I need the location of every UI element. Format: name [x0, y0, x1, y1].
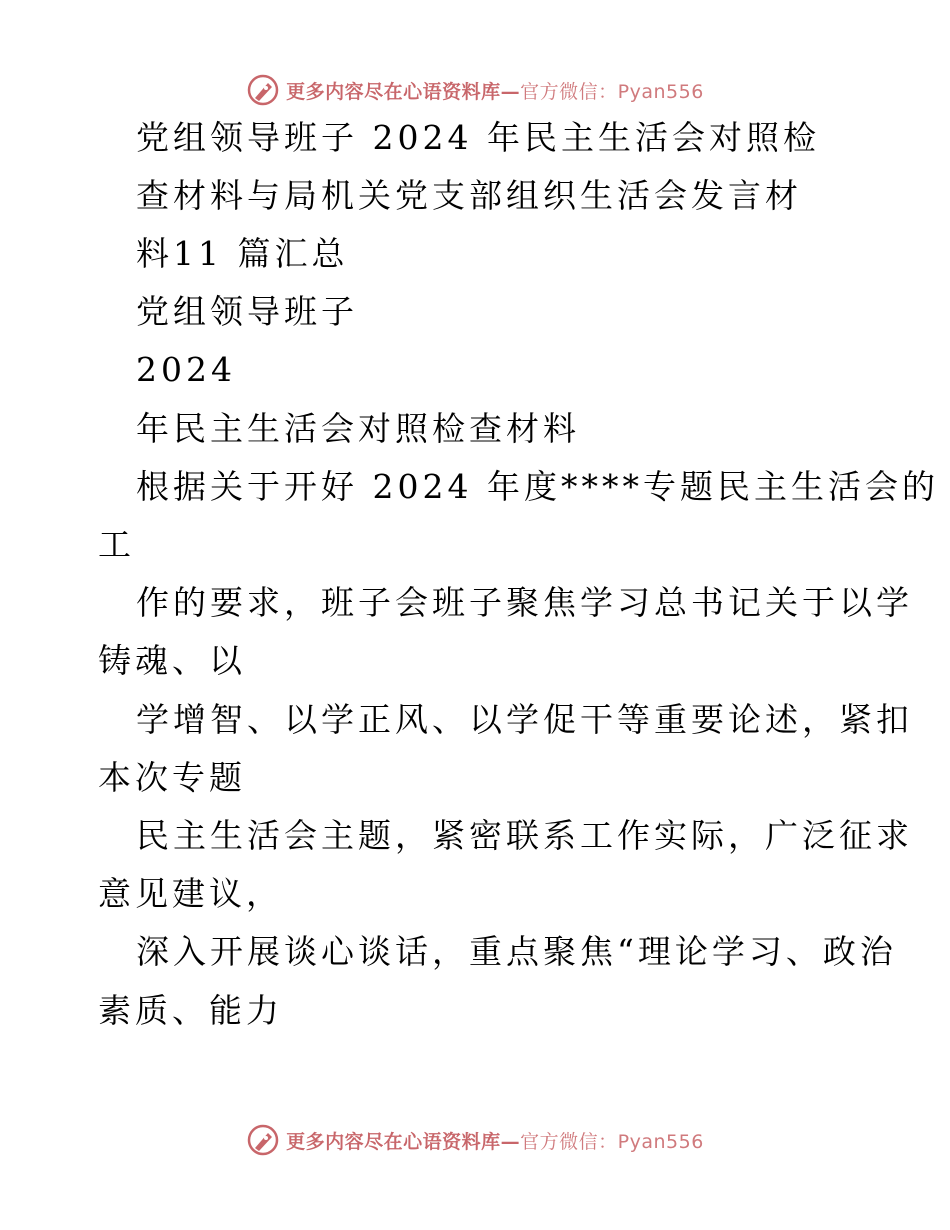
pen-nib-logo-icon: [246, 1123, 280, 1157]
doc-line: 作的要求，班子会班子聚焦学习总书记关于以学: [136, 583, 913, 622]
doc-line: 党组领导班子: [136, 292, 358, 331]
watermark-site-text: 更多内容尽在心语资料库: [286, 1130, 501, 1153]
doc-line: 年民主生活会对照检查材料: [136, 409, 580, 448]
doc-line: 工: [98, 525, 135, 564]
watermark-footer: [0, 1120, 950, 1160]
doc-line: 查材料与局机关党支部组织生活会发言材: [136, 176, 802, 215]
doc-line: 民主生活会主题，紧密联系工作实际，广泛征求: [136, 816, 913, 855]
doc-line: 料11 篇汇总: [136, 234, 349, 273]
watermark-wechat-text: 官方微信：Pyan556: [520, 80, 704, 103]
watermark-dash: —: [500, 80, 521, 103]
watermark-text: [286, 1127, 704, 1154]
doc-line: 党组领导班子 2024 年民主生活会对照检: [136, 118, 820, 157]
doc-line: 铸魂、以: [98, 641, 246, 680]
watermark-wechat-text: 官方微信：Pyan556: [520, 1130, 704, 1153]
doc-line: 2024: [136, 350, 236, 389]
watermark-header: [0, 70, 950, 110]
watermark-dash: —: [500, 1130, 521, 1153]
doc-line: 本次专题: [98, 758, 246, 797]
doc-line: 学增智、以学正风、以学促干等重要论述，紧扣: [136, 700, 913, 739]
doc-line: 根据关于开好 2024 年度****专题民主生活会的: [136, 467, 939, 506]
doc-line: 意见建议，: [98, 874, 283, 913]
pen-nib-logo-icon: [246, 73, 280, 107]
doc-line: 素质、能力: [98, 991, 283, 1030]
watermark-text: [286, 77, 704, 104]
watermark-site-text: 更多内容尽在心语资料库: [286, 80, 501, 103]
doc-line: 深入开展谈心谈话，重点聚焦“理论学习、政治: [136, 932, 897, 971]
